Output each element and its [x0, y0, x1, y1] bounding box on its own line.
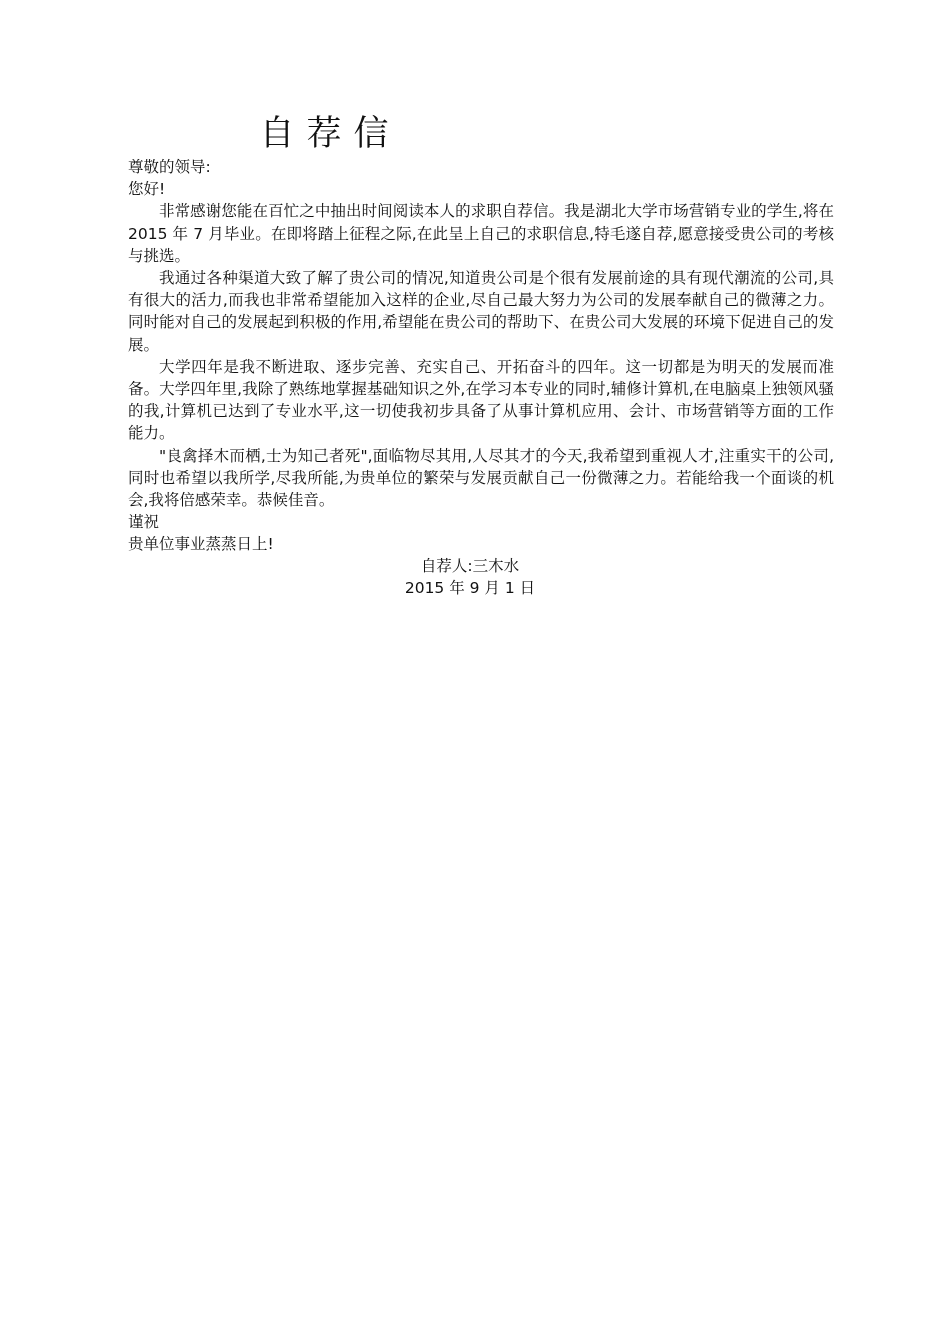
- signature: 自荐人:三木水: [420, 557, 520, 575]
- salutation: 尊敬的领导:: [128, 158, 211, 176]
- paragraph-1: 非常感谢您能在百忙之中抽出时间阅读本人的求职自荐信。我是湖北大学市场营销专业的学生,将在 2015 年 7 月毕业。在即将踏上征程之际,在此呈上自己的求职信息,特毛遂自荐,愿意接受贵公司的考核与挑选。: [128, 202, 834, 265]
- letter-body: [128, 156, 834, 556]
- closing-wish: 谨祝: [128, 513, 160, 532]
- letter-date: 2015 年 9 月 1 日: [404, 579, 536, 597]
- greeting: 您好!: [128, 180, 166, 199]
- paragraph-4: "良禽择木而栖,士为知己者死",面临物尽其用,人尽其才的今天,我希望到重视人才,注重实干的公司,同时也希望以我所学,尽我所能,为贵单位的繁荣与发展贡献自己一份微薄之力。若能给我一个面谈的机会,我将倍感荣幸。恭候佳音。: [128, 446, 834, 510]
- letter-title: 自荐信: [259, 114, 401, 154]
- closing-blessing: 贵单位事业蒸蒸日上!: [128, 535, 274, 554]
- paragraph-2: 我通过各种渠道大致了解了贵公司的情况,知道贵公司是个很有发展前途的具有现代潮流的公司,具有很大的活力,而我也非常希望能加入这样的企业,尽自己最大努力为公司的发展奉献自己的微薄之力。同时能对自己的发展起到积极的作用,希望能在贵公司的帮助下、在贵公司大发展的环境下促进自己的发展。: [128, 269, 834, 354]
- paragraph-3: 大学四年是我不断进取、逐步完善、充实自己、开拓奋斗的四年。这一切都是为明天的发展而准备。大学四年里,我除了熟练地掌握基础知识之外,在学习本专业的同时,辅修计算机,在电脑桌上独领风骚的我,计算机已达到了专业水平,这一切使我初步具备了从事计算机应用、会计、市场营销等方面的工作能力。: [128, 357, 834, 443]
